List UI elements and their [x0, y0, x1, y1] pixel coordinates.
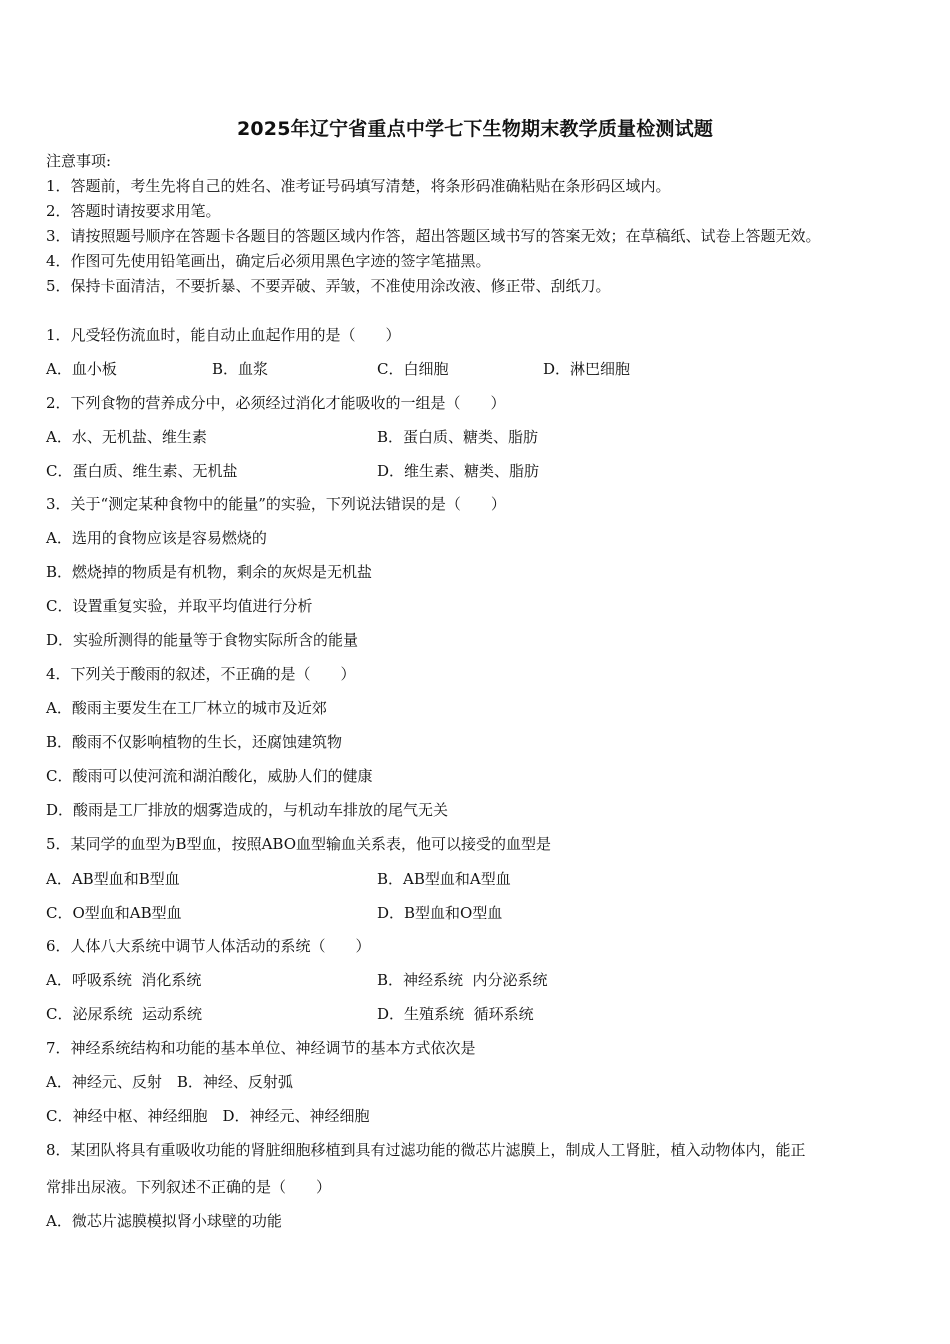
option-a[interactable]: A．血小板 — [46, 360, 117, 378]
option-b[interactable]: B．AB型血和A型血 — [377, 870, 511, 888]
option-b[interactable]: B．血浆 — [212, 360, 269, 378]
option-c[interactable]: C．泌尿系统 运动系统 — [46, 1005, 203, 1023]
options-c-d[interactable]: C．神经中枢、神经细胞 D．神经元、神经细胞 — [46, 1107, 370, 1125]
question-8-stem-line2: 常排出尿液。下列叙述不正确的是（ ） — [46, 1178, 332, 1196]
note-item: 1．答题前，考生先将自己的姓名、准考证号码填写清楚，将条形码准确粘贴在条形码区域内。 — [46, 177, 671, 195]
options-a-b[interactable]: A．神经元、反射 B．神经、反射弧 — [46, 1073, 293, 1091]
question-8-stem-line1: 8．某团队将具有重吸收功能的肾脏细胞移植到具有过滤功能的微芯片滤膜上，制成人工肾脏，植入动物体内，能正 — [46, 1141, 806, 1159]
option-d[interactable]: D．淋巴细胞 — [543, 360, 631, 378]
option-d[interactable]: D．生殖系统 循环系统 — [377, 1005, 534, 1023]
option-b[interactable]: B．蛋白质、糖类、脂肪 — [377, 428, 539, 446]
note-item: 5．保持卡面清洁，不要折暴、不要弄破、弄皱，不准使用涂改液、修正带、刮纸刀。 — [46, 277, 611, 295]
question-2-stem: 2．下列食物的营养成分中，必须经过消化才能吸收的一组是（ ） — [46, 394, 506, 412]
question-5-options-row2 — [46, 903, 906, 923]
option-b[interactable]: B．神经系统 内分泌系统 — [377, 971, 548, 989]
option-a[interactable]: A．水、无机盐、维生素 — [46, 428, 207, 446]
question-6-options-row1 — [46, 970, 906, 990]
option-a[interactable]: A．AB型血和B型血 — [46, 870, 180, 888]
option-c[interactable]: C．白细胞 — [377, 360, 449, 378]
note-item: 2．答题时请按要求用笔。 — [46, 202, 221, 220]
note-item: 4．作图可先使用铅笔画出，确定后必须用黑色字迹的签字笔描黑。 — [46, 252, 491, 270]
option-b[interactable]: B．燃烧掉的物质是有机物，剩余的灰烬是无机盐 — [46, 563, 373, 581]
question-1-stem: 1．凡受轻伤流血时，能自动止血起作用的是（ ） — [46, 326, 401, 344]
option-d[interactable]: D．B型血和O型血 — [377, 904, 503, 922]
page-title: 2025年辽宁省重点中学七下生物期末教学质量检测试题 — [236, 118, 714, 140]
question-5-options-row1 — [46, 869, 906, 889]
question-1-options — [46, 359, 906, 379]
question-6-options-row2 — [46, 1004, 906, 1024]
note-item: 3．请按照题号顺序在答题卡各题目的答题区域内作答，超出答题区域书写的答案无效；在草稿纸、试卷上答题无效。 — [46, 227, 821, 245]
question-3-stem: 3．关于“测定某种食物中的能量”的实验，下列说法错误的是（ ） — [46, 495, 506, 513]
option-d[interactable]: D．实验所测得的能量等于食物实际所含的能量 — [46, 631, 359, 649]
option-c[interactable]: C．蛋白质、维生素、无机盐 — [46, 462, 238, 480]
option-d[interactable]: D．维生素、糖类、脂肪 — [377, 462, 540, 480]
question-2-options-row2 — [46, 461, 906, 481]
notes-heading: 注意事项: — [46, 152, 112, 170]
question-4-stem: 4．下列关于酸雨的叙述，不正确的是（ ） — [46, 665, 356, 683]
option-c[interactable]: C．设置重复实验，并取平均值进行分析 — [46, 597, 313, 615]
question-2-options-row1 — [46, 427, 906, 447]
option-a[interactable]: A．选用的食物应该是容易燃烧的 — [46, 529, 267, 547]
option-a[interactable]: A．呼吸系统 消化系统 — [46, 971, 202, 989]
question-7-stem: 7．神经系统结构和功能的基本单位、神经调节的基本方式依次是 — [46, 1039, 476, 1057]
option-b[interactable]: B．酸雨不仅影响植物的生长，还腐蚀建筑物 — [46, 733, 343, 751]
option-c[interactable]: C．O型血和AB型血 — [46, 904, 182, 922]
option-d[interactable]: D．酸雨是工厂排放的烟雾造成的，与机动车排放的尾气无关 — [46, 801, 449, 819]
question-6-stem: 6．人体八大系统中调节人体活动的系统（ ） — [46, 937, 371, 955]
question-5-stem: 5．某同学的血型为B型血，按照ABO血型输血关系表，他可以接受的血型是 — [46, 835, 552, 853]
option-a[interactable]: A．微芯片滤膜模拟肾小球壁的功能 — [46, 1212, 282, 1230]
option-c[interactable]: C．酸雨可以使河流和湖泊酸化，威胁人们的健康 — [46, 767, 373, 785]
option-a[interactable]: A．酸雨主要发生在工厂林立的城市及近郊 — [46, 699, 327, 717]
